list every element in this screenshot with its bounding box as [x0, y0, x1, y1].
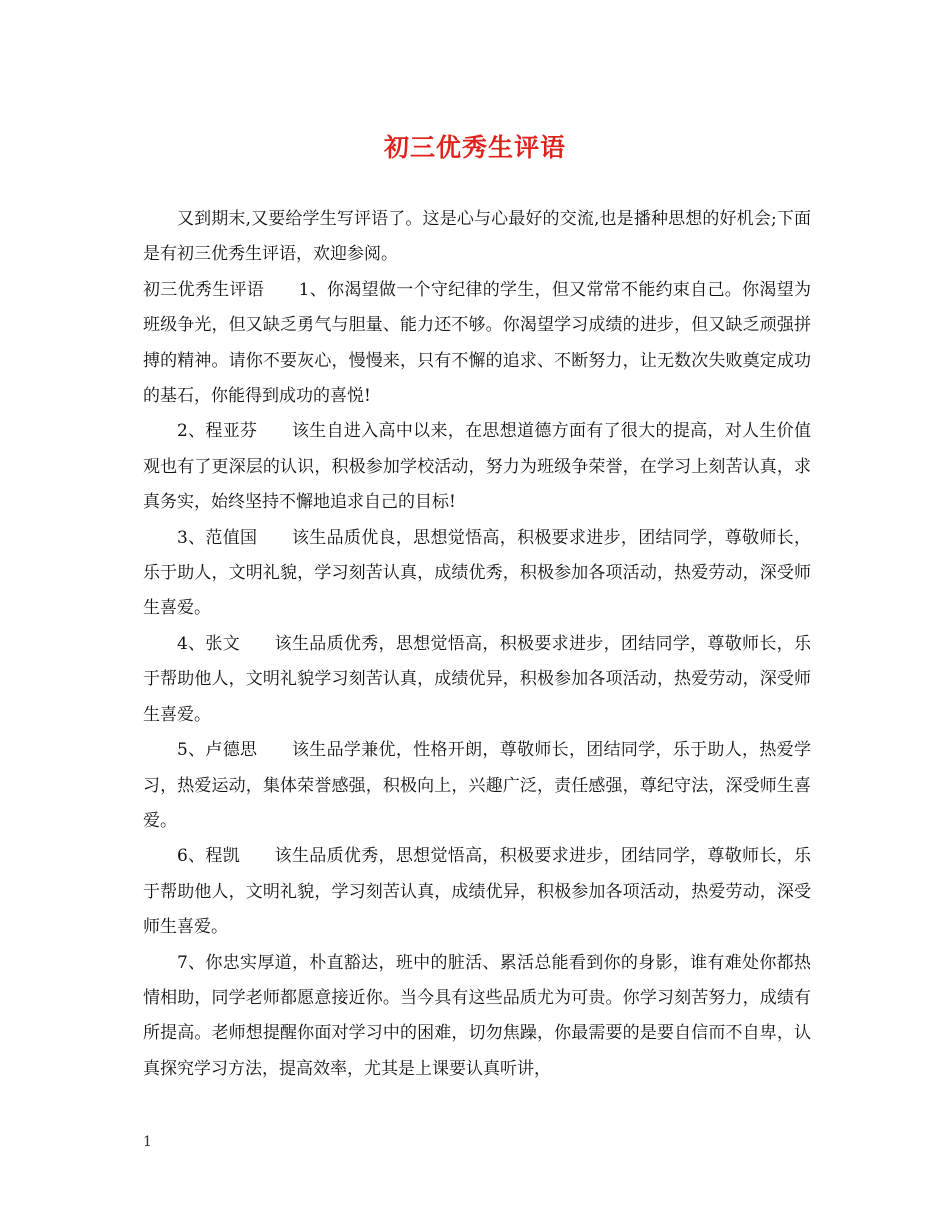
page-title: 初三优秀生评语	[383, 133, 566, 162]
comment-paragraph-1: 初三优秀生评语 1、你渴望做一个守纪律的学生，但又常常不能约束自己。你渴望为班级争光，但又缺乏勇气与胆量、能力还不够。你渴望学习成绩的进步，但又缺乏顽强拼搏的精神。请你不要灰心，慢慢来，只有不懈的追求、不断努力，让无数次失败奠定成功的基石，你能得到成功的喜悦!	[143, 279, 811, 407]
comment-paragraph-2: 2、程亚芬 该生自进入高中以来，在思想道德方面有了很大的提高，对人生价值观也有了更深层的认识，积极参加学校活动，努力为班级争荣誉，在学习上刻苦认真，求真务实，始终坚持不懈地追求自己的目标!	[143, 421, 811, 513]
document-body	[143, 202, 811, 1087]
intro-paragraph: 又到期末,又要给学生写评语了。这是心与心最好的交流,也是播种思想的好机会;下面是有初三优秀生评语，欢迎参阅。	[143, 209, 811, 265]
page-number: 1	[143, 1134, 152, 1150]
comment-paragraph-6: 6、程凯 该生品质优秀，思想觉悟高，积极要求进步，团结同学，尊敬师长，乐于帮助他人，文明礼貌，学习刻苦认真，成绩优异，积极参加各项活动，热爱劳动，深受师生喜爱。	[143, 846, 811, 938]
comment-paragraph-7: 7、你忠实厚道，朴直豁达，班中的脏活、累活总能看到你的身影，谁有难处你都热情相助，同学老师都愿意接近你。当今具有这些品质尤为可贵。你学习刻苦努力，成绩有所提高。老师想提醒你面对学习中的困难，切勿焦躁，你最需要的是要自信而不自卑，认真探究学习方法，提高效率，尤其是上课要认真听讲，	[143, 952, 811, 1079]
comment-paragraph-3: 3、范值国 该生品质优良，思想觉悟高，积极要求进步，团结同学，尊敬师长，乐于助人，文明礼貌，学习刻苦认真，成绩优秀，积极参加各项活动，热爱劳动，深受师生喜爱。	[143, 527, 811, 619]
comment-paragraph-5: 5、卢德思 该生品学兼优，性格开朗，尊敬师长，团结同学，乐于助人，热爱学习，热爱运动，集体荣誉感强，积极向上，兴趣广泛，责任感强，尊纪守法，深受师生喜爱。	[143, 740, 811, 831]
comment-paragraph-4: 4、张文 该生品质优秀，思想觉悟高，积极要求进步，团结同学，尊敬师长，乐于帮助他人，文明礼貌学习刻苦认真，成绩优异，积极参加各项活动，热爱劳动，深受师生喜爱。	[143, 633, 811, 725]
